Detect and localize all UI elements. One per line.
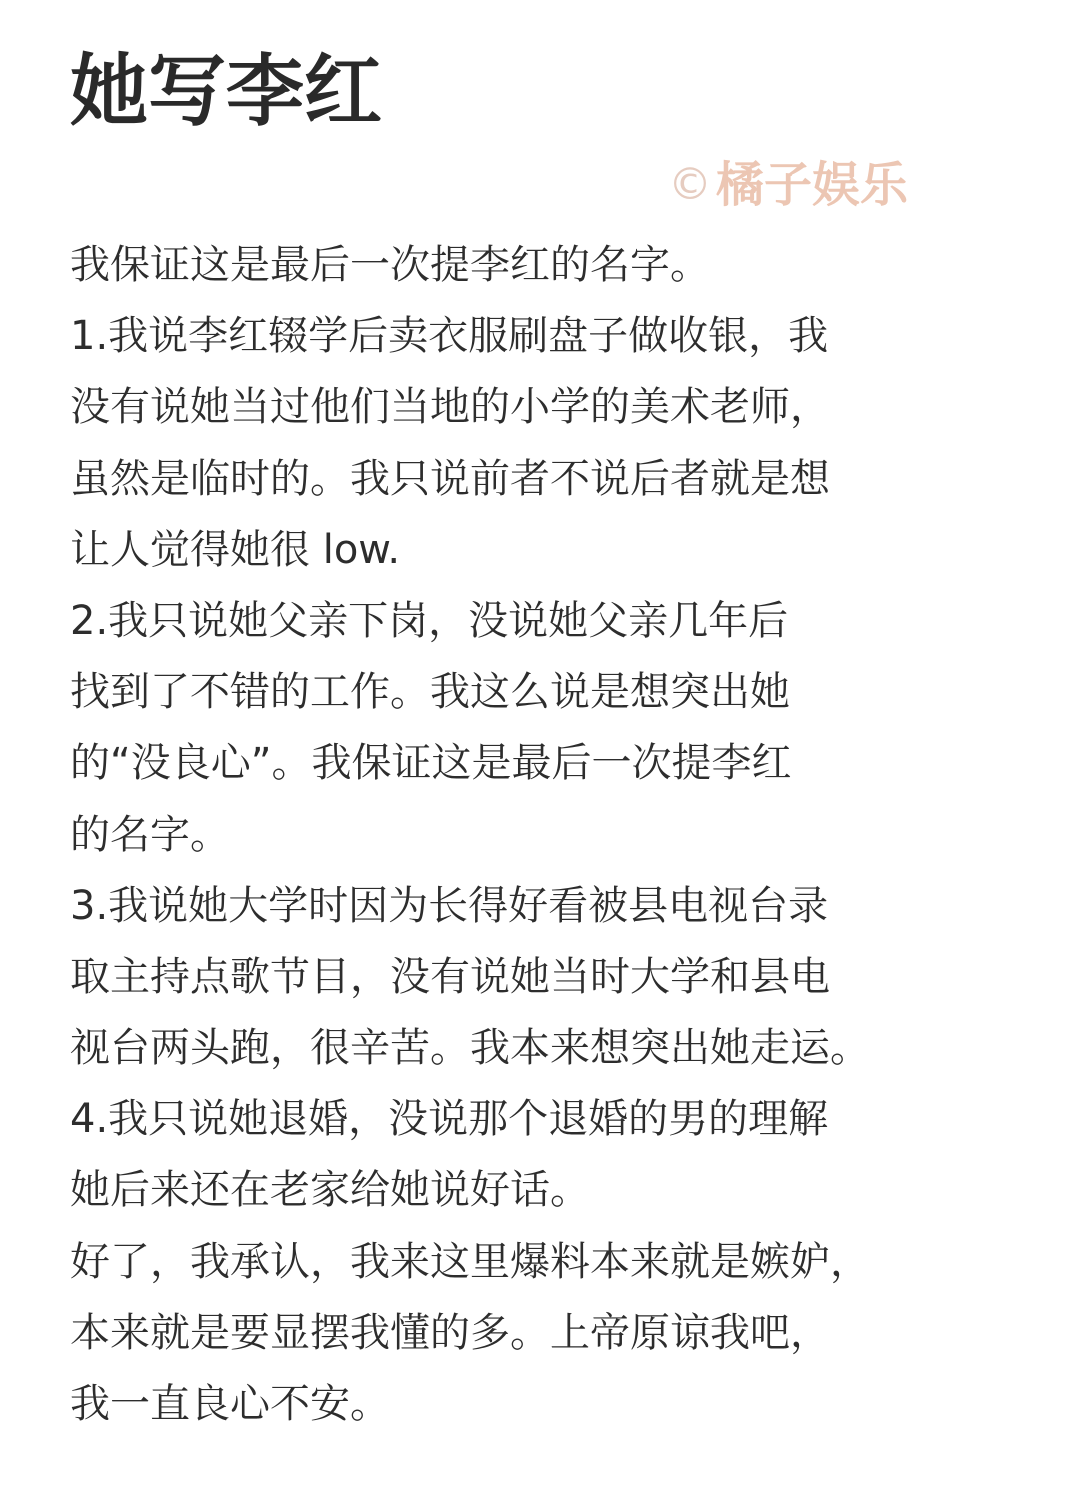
text-line: 的“没良心”。我保证这是最后一次提李红 xyxy=(70,740,792,787)
text-line: 让人觉得她很 low. xyxy=(70,526,401,573)
text-line: 3.我说她大学时因为长得好看被县电视台录 xyxy=(70,882,829,929)
text-line: 取主持点歌节目，没有说她当时大学和县电 xyxy=(70,953,830,1000)
text-line: 的名字。 xyxy=(70,811,230,858)
text-line: 我一直良心不安。 xyxy=(70,1381,390,1427)
body-text xyxy=(70,230,1030,1440)
text-line: 虽然是临时的。我只说前者不说后者就是想 xyxy=(70,455,830,502)
text-line: 她后来还在老家给她说好话。 xyxy=(70,1167,590,1214)
watermark-text: 橘子娱乐 xyxy=(716,157,909,213)
text-line: 我保证这是最后一次提李红的名字。 xyxy=(70,242,710,288)
text-line: 2.我只说她父亲下岗，没说她父亲几年后 xyxy=(70,597,789,644)
text-line: 好了，我承认，我来这里爆料本来就是嫉妒， xyxy=(70,1238,870,1285)
watermark xyxy=(668,152,908,218)
text-line: 没有说她当过他们当地的小学的美术老师， xyxy=(70,384,830,431)
text-line: 找到了不错的工作。我这么说是想突出她 xyxy=(70,669,790,716)
text-line: 4.我只说她退婚，没说那个退婚的男的理解 xyxy=(70,1096,829,1143)
text-line: 本来就是要显摆我懂的多。上帝原谅我吧， xyxy=(70,1309,830,1356)
page-title: 她写李红 xyxy=(70,47,383,137)
text-line: 1.我说李红辍学后卖衣服刷盘子做收银，我 xyxy=(70,313,829,360)
text-line: 视台两头跑，很辛苦。我本来想突出她走运。 xyxy=(70,1025,870,1072)
copyright-icon: © xyxy=(668,159,712,210)
